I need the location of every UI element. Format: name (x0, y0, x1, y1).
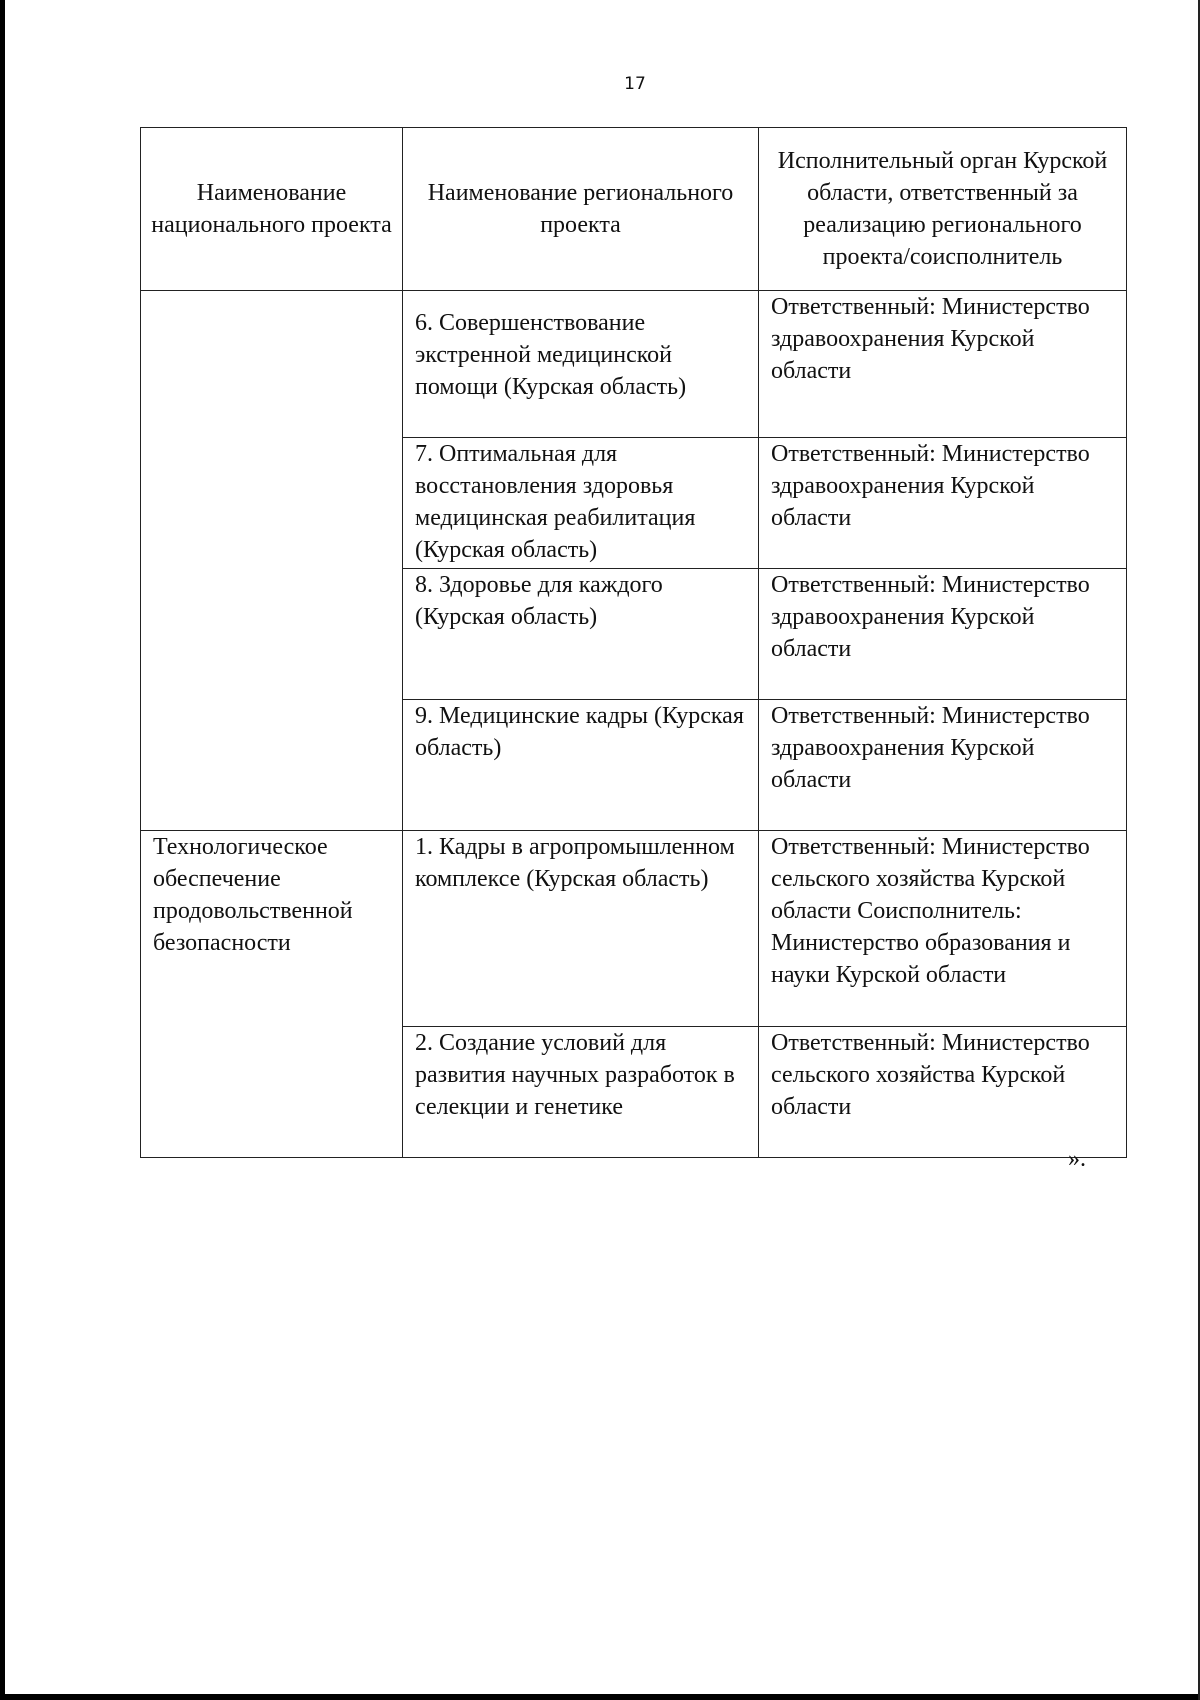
executor-cell: Ответственный: Министерство сельского хозяйства Курской области (759, 1027, 1127, 1158)
executor-cell: Ответственный: Министерство здравоохранения Курской области (759, 700, 1127, 831)
scan-border-left (0, 0, 5, 1700)
executor-cell: Ответственный: Министерство здравоохранения Курской области (759, 569, 1127, 700)
national-project-cell (141, 291, 403, 831)
regional-project-cell: 7. Оптимальная для восстановления здоровья медицинская реабилитация (Курская область) (403, 438, 759, 569)
regional-project-cell: 1. Кадры в агропромышленном комплексе (Курская область) (403, 831, 759, 1027)
national-project-cell: Технологическое обеспечение продовольственной безопасности (141, 831, 403, 1158)
regional-project-cell: 2. Создание условий для развития научных разработок в селекции и генетике (403, 1027, 759, 1158)
table-header-row (141, 128, 1127, 291)
header-executor: Исполнительный орган Курской области, ответственный за реализацию регионального проекта/соисполнитель (759, 128, 1127, 291)
regional-project-cell: 8. Здоровье для каждого (Курская область) (403, 569, 759, 700)
executor-cell: Ответственный: Министерство сельского хозяйства Курской области Соисполнитель: Министерство образования и науки Курской области (759, 831, 1127, 1027)
projects-table (140, 127, 1127, 1158)
table-row (141, 291, 1127, 438)
header-national-project: Наименование национального проекта (141, 128, 403, 291)
regional-project-cell: 6. Совершенствование экстренной медицинской помощи (Курская область) (403, 291, 759, 438)
page-number: 17 (624, 74, 646, 94)
closing-quote: ». (1068, 1146, 1086, 1172)
regional-project-cell: 9. Медицинские кадры (Курская область) (403, 700, 759, 831)
header-regional-project: Наименование регионального проекта (403, 128, 759, 291)
table-row (141, 831, 1127, 1027)
executor-cell: Ответственный: Министерство здравоохранения Курской области (759, 291, 1127, 438)
scan-border-bottom (0, 1694, 1200, 1700)
executor-cell: Ответственный: Министерство здравоохранения Курской области (759, 438, 1127, 569)
